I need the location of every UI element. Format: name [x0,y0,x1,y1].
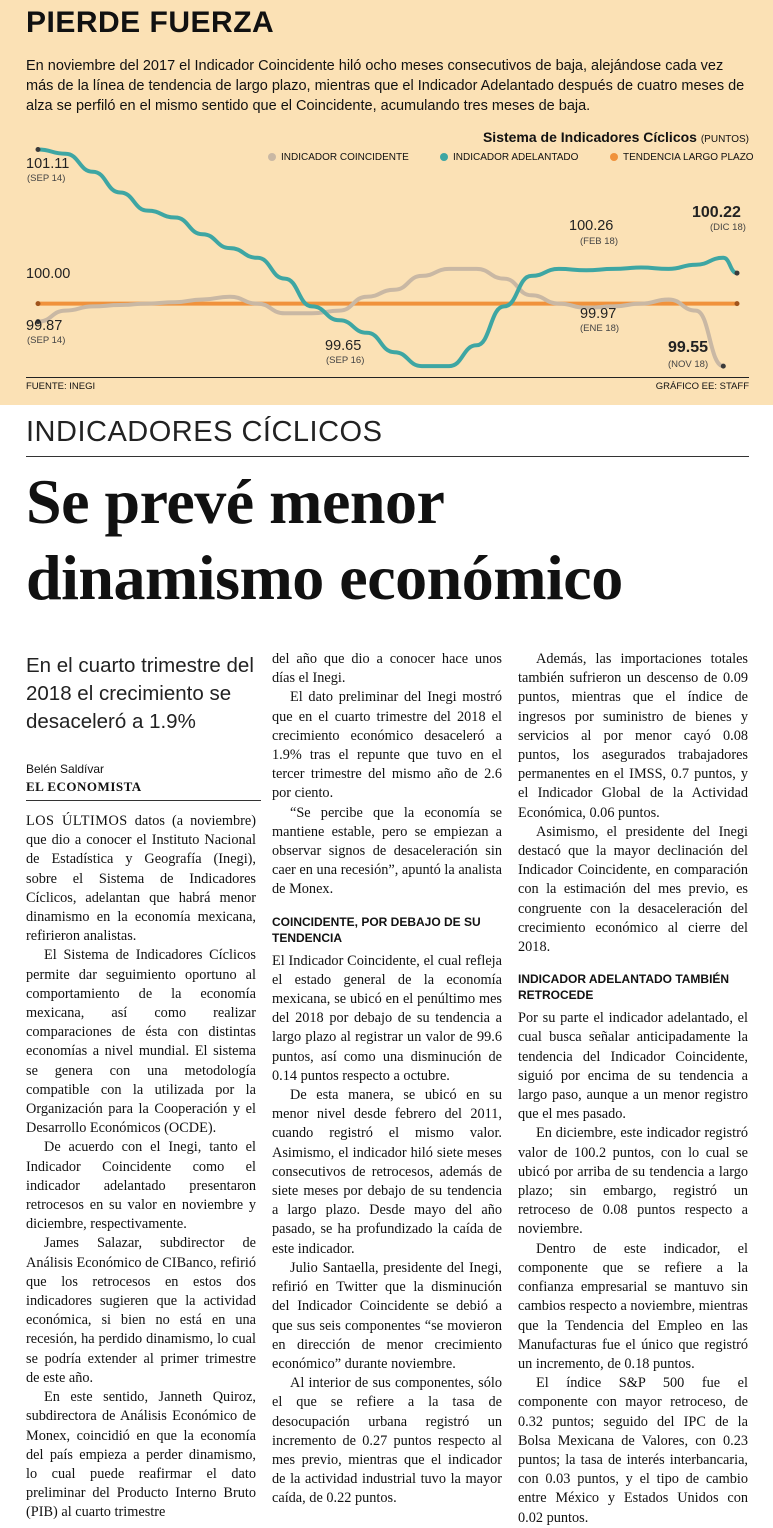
label-date-coin-end: (NOV 18) [668,359,709,370]
label-date-coin-ene18: (ENE 18) [580,323,620,334]
paragraph-1-text: datos (a noviembre) que dio a conocer el Instituto Nacional de Estadística y Geografía (Inegi), sobre el Sistema de Indicadores Cíclicos, adelantan que habrá menor dinamismo en la economía mexicana, refirieron analistas. [26,813,256,945]
label-date-adel-feb18: (FEB 18) [580,236,619,247]
paragraph-15: Por su parte el indicador adelantado, el cual busca señalar anticipadamente la tendencia del Indicador Coincidente, siguió por encima de su tendencia a largo paso, aunque a un menor registro que el mes pasado. [518,1010,748,1123]
legend-label-coincidente: INDICADOR COINCIDENTE [281,152,409,163]
graphic-title: PIERDE FUERZA [26,6,275,39]
label-value-adel-end: 100.22 [692,204,741,221]
byline-divider [26,800,261,801]
lead-caps: LOS ÚLTIMOS [26,813,128,829]
series-line-indicador-coincidente [38,269,723,366]
infographic [0,0,773,405]
series-endpoint-indicador-coincidente-end [721,364,726,369]
legend-label-tendencia: TENDENCIA LARGO PLAZO [623,152,754,163]
label-date-adel-end: (DIC 18) [710,222,746,233]
label-value-adel-start: 101.11 [26,156,70,172]
series-line-indicador-adelantado [38,150,737,367]
paragraph-6: del año que dio a conocer hace unos días el Inegi. [272,651,502,687]
chart-title-text: Sistema de Indicadores Cíclicos [482,129,697,145]
label-value-adel-min: 99.65 [325,338,362,354]
paragraph-8: “Se percibe que la economía se mantiene estable, pero se empiezan a observar signos de desaceleración sin caer en una recesión”, apuntó la analista de Monex. [272,804,502,898]
label-date-adel-start: (SEP 14) [27,173,66,184]
graphic-source: FUENTE: INEGI [26,381,96,392]
subheading-adelantado: INDICADOR ADELANTADO TAMBIÉN RETROCEDE [518,972,730,1003]
paragraph-2: El Sistema de Indicadores Cíclicos permite dar seguimiento oportuno al comportamiento de la economía mexicana, así como realizar comparaciones de ésta con distintas economías a nivel mundial. El sistema se genera con una metodología compatible con la utilizada por la Organización para la Cooperación y el Desarrollo Económicos (OCDE). [26,947,256,1137]
article-column-2 [272,650,502,1509]
series-layer [36,147,740,369]
graphic-intro: En noviembre del 2017 el Indicador Coincidente hiló ocho meses consecutivos de baja, alejándose cada vez más de la línea de tendencia de largo plazo, mientras que el Indicador Adelantado después de cuatro meses de alza se perfiló en el mismo sentido que el Coincidente, acumulando tres meses de baja. [26,58,745,114]
paragraph-10: De esta manera, se ubicó en su menor nivel desde febrero del 2011, cuando registró el mismo valor. Asimismo, el indicador hiló siete meses consecutivos de retrocesos, además de siete meses por debajo de su tendencia a largo plazo. Desde mayo del año pasado, se ha profundizado la caída de este indicador. [272,1087,502,1257]
legend-label-adelantado: INDICADOR ADELANTADO [453,152,579,163]
label-value-adel-feb18: 100.26 [569,218,614,234]
article-column-3 [518,650,748,1528]
paragraph-5: En este sentido, Janneth Quiroz, subdirectora de Análisis Económico de Monex, coincidió en que la economía del país empieza a perder dinamismo, lo cual puede reafirmar el dato preliminar del Producto Interno Bruto (PIB) al cuarto trimestre [26,1389,256,1521]
paragraph-14: Asimismo, el presidente del Inegi destacó que la mayor declinación del Indicador Coincidente, en comparación con la estimación del mes previo, es congruente con la desaceleración del crecimiento económico al cierre del 2018. [518,823,748,956]
byline-author: Belén Saldívar [26,762,105,776]
deck: En el cuarto trimestre del 2018 el crecimiento se desaceleró a 1.9% [26,654,254,733]
graphic-credit: GRÁFICO EE: STAFF [655,381,749,392]
series-endpoint-indicador-adelantado-end [735,271,740,276]
label-date-coin-start: (SEP 14) [27,335,66,346]
paragraph-11: Julio Santaella, presidente del Inegi, refirió en Twitter que la disminución del Indicador Coincidente se debió a que sus seis componentes “se movieron en dirección de menor crecimiento económico” durante noviembre. [272,1259,502,1372]
series-endpoint-tendencia-largo-plazo-start [36,301,41,306]
paragraph-1 [26,812,256,946]
subheading-coincidente: COINCIDENTE, POR DEBAJO DE SU TENDENCIA [272,914,481,945]
paragraph-17: Dentro de este indicador, el componente que se refiere a la confianza empresarial se mantuvo sin cambios respecto a noviembre, mientras que la Tendencia del Empleo en las Manufacturas fue el único que registró un incremento, de 0.18 puntos. [518,1240,748,1372]
series-endpoint-indicador-adelantado-start [36,147,41,152]
source-divider [26,377,749,378]
label-value-trend: 100.00 [26,266,71,282]
paragraph-7: El dato preliminar del Inegi mostró que en el cuarto trimestre del 2018 el crecimiento económico desaceleró a 1.9% tras el repunte que tuvo en el tercer trimestre del mismo año de 2.6 por ciento. [272,689,502,802]
series-endpoint-tendencia-largo-plazo-end [735,301,740,306]
article-column-1 [26,812,256,1523]
paragraph-16: En diciembre, este indicador registró valor de 100.2 puntos, con lo cual se ubicó por arriba de su tendencia a largo plazo; sin embargo, registró un retroceso de 0.08 puntos respecto a noviembre. [518,1125,748,1238]
paragraph-12: Al interior de sus componentes, sólo el que se refiere a la tasa de desocupación urbana registró un incremento de 0.27 puntos respecto al mes previo, mientras que el indicador de la actividad industrial tuvo la mayor caída, de 0.22 puntos. [272,1375,502,1507]
paragraph-4: James Salazar, subdirector de Análisis Económico de CIBanco, refirió que los retrocesos en estos dos indicadores sugieren que la actividad económica, si bien no está en una recesión, ha perdido dinamismo, lo cual se podría extender al primer trimestre de este año. [26,1235,256,1386]
paragraph-9: El Indicador Coincidente, el cual refleja el estado general de la economía mexicana, se ubicó en el penúltimo mes del 2018 por debajo de su tendencia a largo plazo al registrar un valor de 99.6 puntos, así como una disminución de 0.14 puntos respecto a octubre. [272,952,502,1084]
byline-outlet: EL ECONOMISTA [26,779,142,794]
label-layer [26,156,746,370]
section-label: INDICADORES CÍCLICOS [26,416,383,448]
label-date-adel-min: (SEP 16) [326,355,365,366]
line-chart [0,0,773,405]
paragraph-13: Además, las importaciones totales también sufrieron un descenso de 0.09 puntos, mientras que el índice de ingresos por suministro de bienes y servicios al por menor cayó 0.08 puntos, los asegurados trabajadores permanentes en el IMSS, 0.7 puntos, y el Indicador Global de la Actividad Económica, 0.06 puntos. [518,651,748,821]
label-value-coin-ene18: 99.97 [580,306,617,322]
headline: Se prevé menor dinamismo económico [26,466,623,613]
chart-units: (PUNTOS) [700,134,749,145]
paragraph-3: De acuerdo con el Inegi, tanto el Indicador Coincidente como el indicador adelantado presentaron retrocesos en su valor en noviembre y diciembre, respectivamente. [26,1139,256,1233]
section-divider [26,456,749,457]
label-value-coin-start: 99.87 [26,318,63,334]
paragraph-18: El índice S&P 500 fue el componente con mayor retroceso, de 0.32 puntos; seguido del IPC de la Bolsa Mexicana de Valores, con 0.23 puntos; la tasa de interés interbancaria, con 0.03 puntos, y el tipo de cambio entre México y Estados Unidos con 0.02 puntos. [518,1375,748,1526]
label-value-coin-end: 99.55 [668,339,709,356]
